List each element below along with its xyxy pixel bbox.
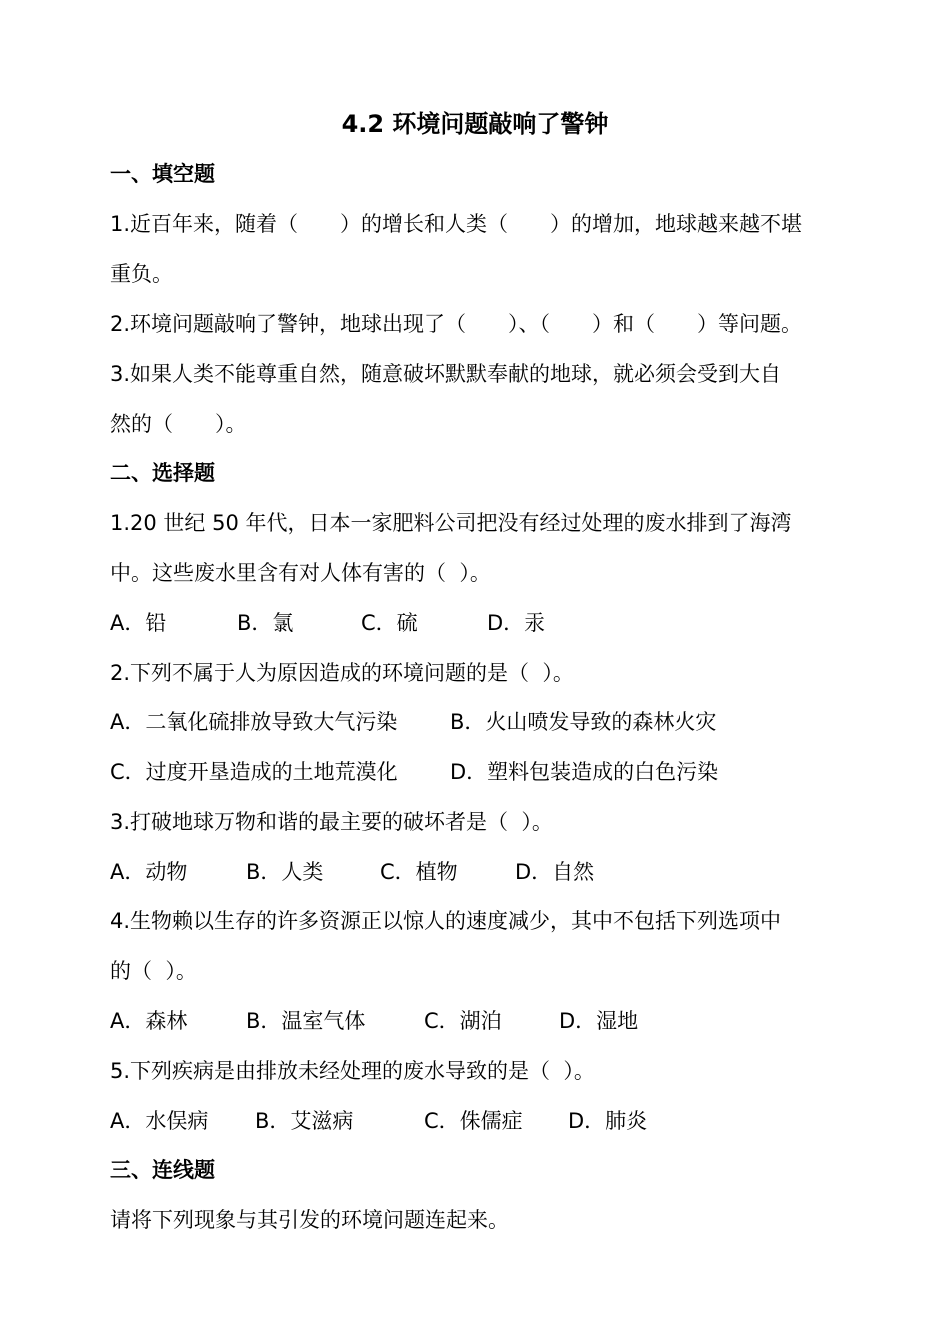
- option-row: [110, 707, 850, 737]
- option-row: [110, 1006, 850, 1036]
- option-row: [110, 1106, 850, 1136]
- question-text: 1.近百年来，随着（ ）的增长和人类（ ）的增加，地球越来越不堪: [110, 212, 803, 236]
- section-heading-matching: 三、连线题: [110, 1158, 215, 1182]
- question-text: 2.环境问题敲响了警钟，地球出现了（ ）、（ ）和（ ）等问题。: [110, 312, 803, 336]
- option-c: C．侏儒症: [424, 1109, 523, 1133]
- option-row: [110, 757, 850, 787]
- question-text: 然的（ ）。: [110, 412, 247, 436]
- option-d: D．湿地: [559, 1009, 639, 1033]
- page-title: 4.2 环境问题敲响了警钟: [341, 110, 609, 138]
- option-c: C．植物: [380, 860, 458, 884]
- option-row: [110, 608, 850, 638]
- option-row: [110, 857, 850, 887]
- option-b: B．人类: [246, 860, 324, 884]
- question-text: 1.20 世纪 50 年代，日本一家肥料公司把没有经过处理的废水排到了海湾: [110, 511, 792, 535]
- option-a: A．二氧化硫排放导致大气污染: [110, 710, 398, 734]
- instruction-text: 请将下列现象与其引发的环境问题连起来。: [110, 1208, 509, 1232]
- section-heading-fill-blank: 一、填空题: [110, 162, 215, 186]
- option-c: C．湖泊: [424, 1009, 502, 1033]
- question-text: 重负。: [110, 262, 173, 286]
- option-a: A．森林: [110, 1009, 188, 1033]
- question-text: 5.下列疾病是由排放未经处理的废水导致的是（ ）。: [110, 1059, 595, 1083]
- option-d: D．汞: [487, 611, 546, 635]
- question-text: 的（ ）。: [110, 959, 197, 983]
- question-text: 2.下列不属于人为原因造成的环境问题的是（ ）。: [110, 661, 574, 685]
- option-d: D．塑料包装造成的白色污染: [450, 760, 719, 784]
- option-a: A．水俣病: [110, 1109, 209, 1133]
- question-text: 3.如果人类不能尊重自然，随意破坏默默奉献的地球，就必须会受到大自: [110, 362, 782, 386]
- option-b: B．艾滋病: [255, 1109, 354, 1133]
- option-b: B．火山喷发导致的森林火灾: [450, 710, 717, 734]
- option-c: C．过度开垦造成的土地荒漠化: [110, 760, 398, 784]
- option-b: B．温室气体: [246, 1009, 366, 1033]
- option-a: A．动物: [110, 860, 188, 884]
- question-text: 4.生物赖以生存的许多资源正以惊人的速度减少，其中不包括下列选项中: [110, 909, 782, 933]
- section-heading-multiple-choice: 二、选择题: [110, 461, 215, 485]
- option-a: A．铅: [110, 611, 167, 635]
- question-text: 3.打破地球万物和谐的最主要的破坏者是（ ）。: [110, 810, 553, 834]
- option-d: D．肺炎: [568, 1109, 648, 1133]
- option-b: B．氯: [237, 611, 294, 635]
- option-c: C．硫: [361, 611, 418, 635]
- question-text: 中。这些废水里含有对人体有害的（ ）。: [110, 561, 491, 585]
- option-d: D．自然: [515, 860, 595, 884]
